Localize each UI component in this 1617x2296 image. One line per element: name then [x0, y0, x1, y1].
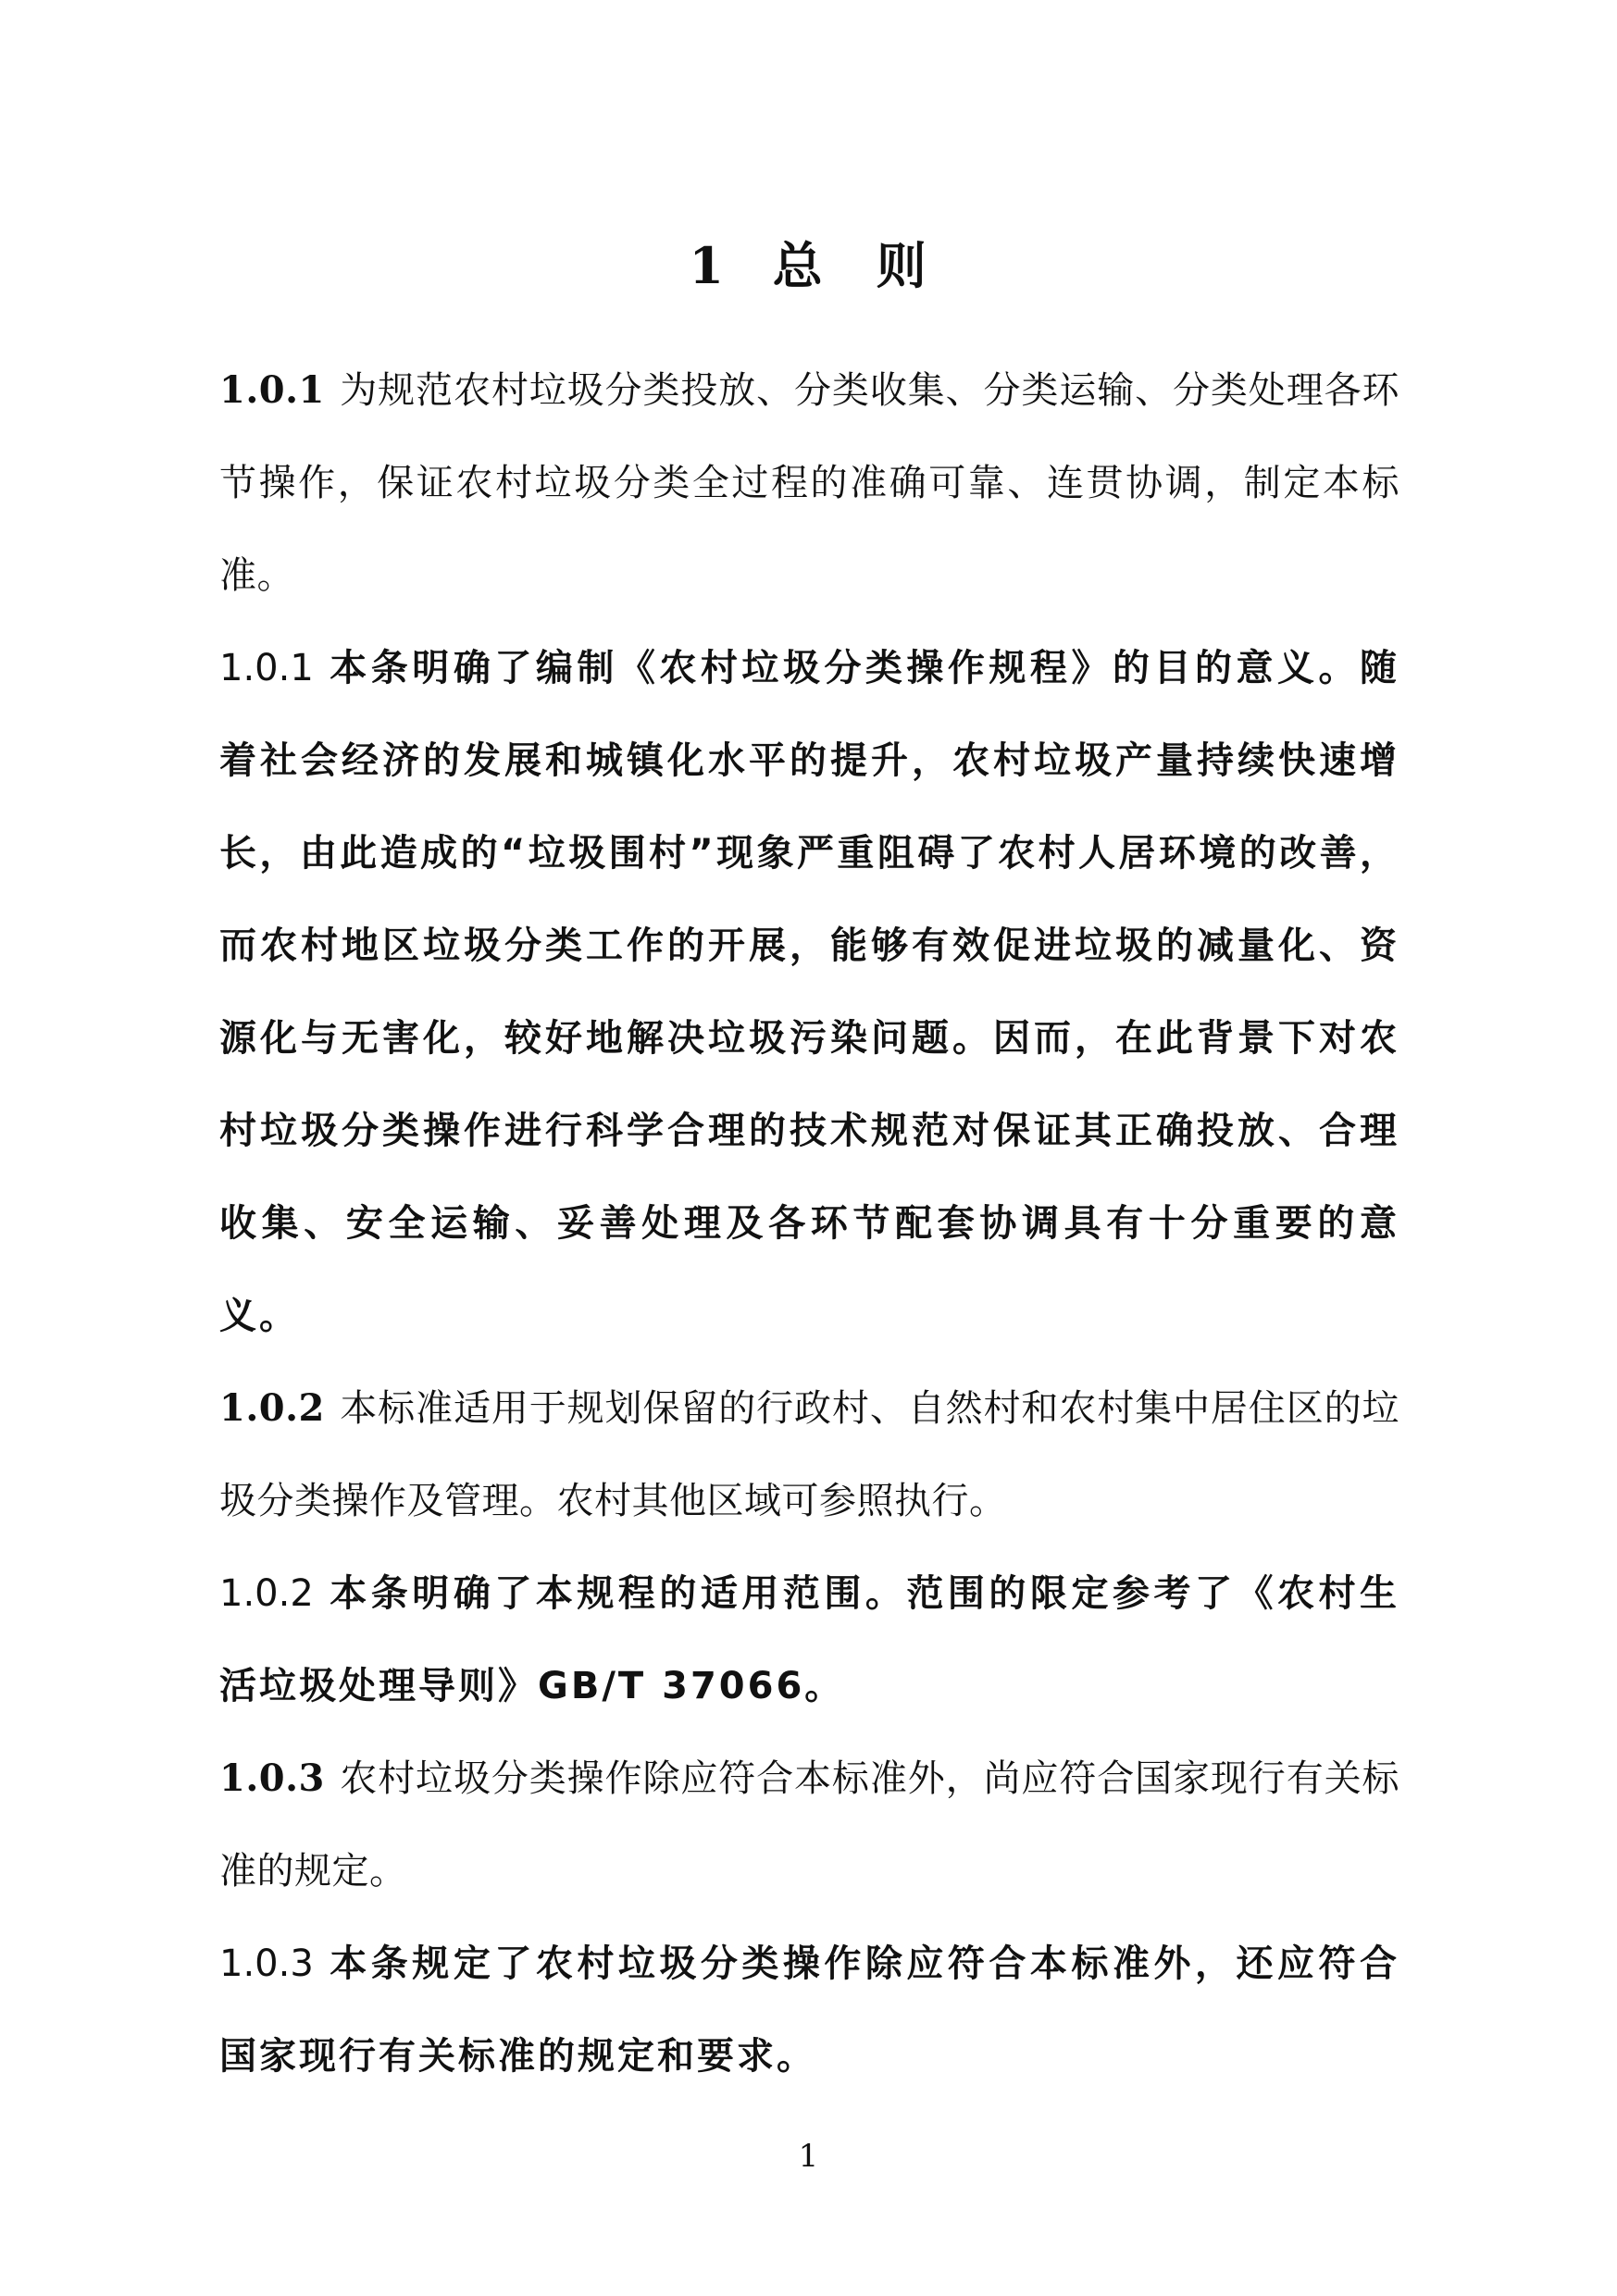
document-body [219, 344, 1399, 2103]
clause-1-0-3 [219, 1732, 1399, 1917]
clause-text: 为规范农村垃圾分类投放、分类收集、分类运输、分类处理各环节操作，保证农村垃圾分类全过程的准确可靠、连贯协调，制定本标准。 [219, 369, 1399, 597]
explanation-number: 1.0.2 [219, 1572, 314, 1615]
explanation-1-0-2 [219, 1547, 1399, 1732]
clause-number: 1.0.3 [219, 1756, 325, 1800]
clause-text: 农村垃圾分类操作除应符合本标准外，尚应符合国家现行有关标准的规定。 [219, 1757, 1399, 1893]
page-number: 1 [798, 2138, 819, 2175]
explanation-text: 本条明确了本规程的适用范围。范围的限定参考了《农村生活垃圾处理导则》GB/T 37066。 [219, 1572, 1399, 1707]
clause-number: 1.0.2 [219, 1386, 325, 1430]
explanation-text: 本条规定了农村垃圾分类操作除应符合本标准外，还应符合国家现行有关标准的规定和要求。 [219, 1942, 1399, 2078]
explanation-number: 1.0.1 [219, 647, 314, 689]
clause-1-0-2 [219, 1362, 1399, 1547]
explanation-1-0-1 [219, 622, 1399, 1362]
clause-text: 本标准适用于规划保留的行政村、自然村和农村集中居住区的垃圾分类操作及管理。农村其他区域可参照执行。 [219, 1387, 1399, 1522]
clause-1-0-1 [219, 344, 1399, 622]
explanation-number: 1.0.3 [219, 1942, 314, 1985]
explanation-text: 本条明确了编制《农村垃圾分类操作规程》的目的意义。随着社会经济的发展和城镇化水平的提升，农村垃圾产量持续快速增长，由此造成的“垃圾围村”现象严重阻碍了农村人居环境的改善，而农村地区垃圾分类工作的开展，能够有效促进垃圾的减量化、资源化与无害化，较好地解决垃圾污染问题。因而，在此背景下对农村垃圾分类操作进行科学合理的技术规范对保证其正确投放、合理收集、安全运输、妥善处理及各环节配套协调具有十分重要的意义。 [219, 647, 1399, 1337]
clause-number: 1.0.1 [219, 368, 325, 412]
explanation-1-0-3 [219, 1917, 1399, 2103]
chapter-title: 1 总 则 [689, 236, 928, 295]
